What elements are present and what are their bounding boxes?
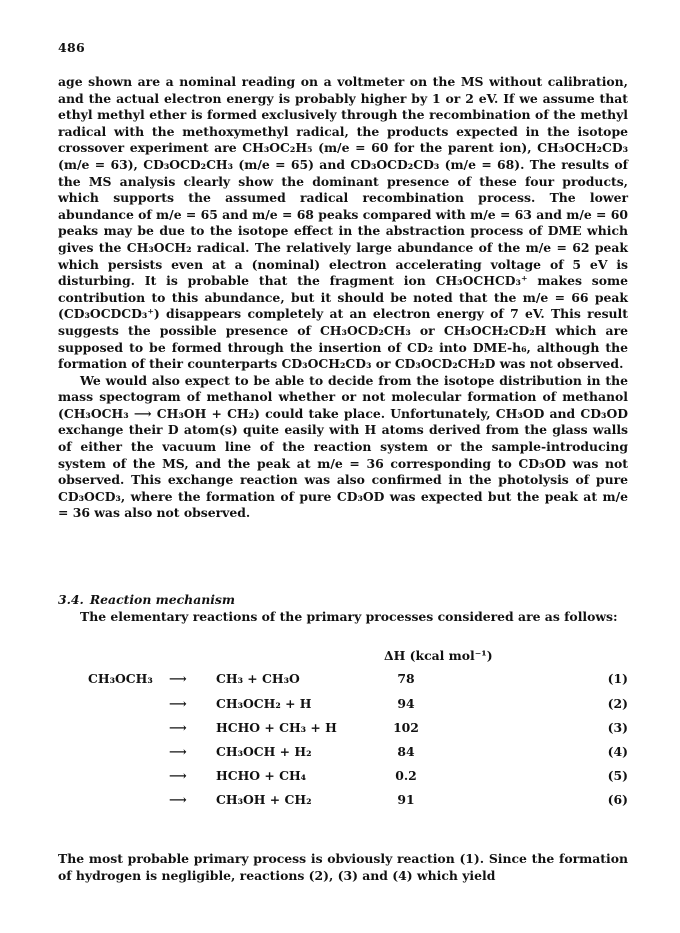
reaction-row	[58, 696, 628, 716]
enthalpy-value: 84	[397, 744, 415, 759]
products: HCHO + CH₄	[216, 768, 307, 783]
paragraph-elementary-reactions-text: The elementary reactions of the primary processes considered are as follows:	[80, 609, 618, 624]
equation-number: (2)	[607, 696, 628, 711]
paragraph-primary-process	[58, 851, 628, 884]
reactant: CH₃OCH₃	[88, 671, 153, 686]
reaction-row	[58, 768, 628, 788]
paragraph-elementary-reactions	[58, 609, 628, 626]
enthalpy-value: 94	[397, 696, 415, 711]
reaction-arrow: ⟶	[169, 768, 187, 783]
section-number: 3.4.	[58, 592, 84, 607]
equation-number: (3)	[607, 720, 628, 735]
products: HCHO + CH₃ + H	[216, 720, 337, 735]
reaction-arrow: ⟶	[169, 720, 187, 735]
paragraph-primary-process-text: The most probable primary process is obviously reaction (1). Since the formation of hydrogen is negligible, reactions (2), (3) and (4) which yield	[58, 851, 628, 883]
products: CH₃OH + CH₂	[216, 792, 312, 807]
page-number: 486	[58, 40, 85, 55]
section-heading	[58, 592, 628, 609]
products: CH₃ + CH₃O	[216, 671, 300, 686]
reaction-arrow: ⟶	[169, 744, 187, 759]
reaction-arrow: ⟶	[169, 792, 187, 807]
reaction-arrow: ⟶	[169, 671, 187, 686]
products: CH₃OCH₂ + H	[216, 696, 312, 711]
equation-number: (4)	[607, 744, 628, 759]
paragraph-isotope-crossover: age shown are a nominal reading on a voltmeter on the MS without calibration, and the actual electron energy is probably higher by 1 or 2 eV. If we assume that ethyl methyl ether is formed exclusively through the recombination of the methyl radical with the methoxymethyl radical, the products expected in the isotope crossover experiment are CH₃OC₂H₅ (m/e = 60 for the parent ion), CH₃OCH₂CD₃ (m/e = 63), CD₃OCD₂CH₃ (m/e = 65) and CD₃OCD₂CD₃ (m/e = 68). The results of the MS analysis clearly show the dominant presence of these four products, which supports the assumed radical recombination process. The lower abundance of m/e = 65 and m/e = 68 peaks compared with m/e = 63 and m/e = 60 peaks may be due to the isotope effect in the abstraction process of DME which gives the CH₃OCH₂ radical. The relatively large abundance of the m/e = 62 peak which persists even at a (nominal) electron accelerating voltage of 5 eV is disturbing. It is probable that the fragment ion CH₃OCHCD₃⁺ makes some contribution to this abundance, but it should be noted that the m/e = 66 peak (CD₃OCDCD₃⁺) disappears completely at an electron energy of 7 eV. This result suggests the possible presence of CH₃OCD₂CH₃ or CH₃OCH₂CD₂H which are supposed to be formed through the insertion of CD₂ into DME-h₆, although the formation of their counterparts CD₃OCH₂CD₃ or CD₃OCD₂CH₂D was not observed.	[58, 74, 628, 372]
reaction-row	[58, 744, 628, 764]
paragraph-methanol-formation: We would also expect to be able to decide from the isotope distribution in the mass spectogram of methanol whether or not molecular formation of methanol (CH₃OCH₃ ⟶ CH₃OH + CH₂) could take place. Unfortunately, CH₃OD and CD₃OD exchange their D atom(s) quite easily with H atoms derived from the glass walls of either the vacuum line of the reaction system or the sample-introducing system of the MS, and the peak at m/e = 36 corresponding to CD₃OD was not observed. This exchange reaction was also confirmed in the photolysis of pure CD₃OCD₃, where the formation of pure CD₃OD was expected but the peak at m/e = 36 was also not observed.	[58, 372, 628, 521]
reaction-row	[58, 720, 628, 740]
results-text	[58, 74, 628, 522]
enthalpy-value: 102	[393, 720, 419, 735]
section-title: Reaction mechanism	[89, 592, 236, 607]
products: CH₃OCH + H₂	[216, 744, 312, 759]
enthalpy-value: 0.2	[395, 768, 417, 783]
enthalpy-header: ΔH (kcal mol⁻¹)	[384, 648, 493, 663]
enthalpy-value: 91	[397, 792, 415, 807]
equation-number: (5)	[607, 768, 628, 783]
equation-number: (1)	[607, 671, 628, 686]
reaction-arrow: ⟶	[169, 696, 187, 711]
reaction-row	[58, 671, 628, 691]
reaction-row	[58, 792, 628, 812]
enthalpy-value: 78	[397, 671, 415, 686]
equation-number: (6)	[607, 792, 628, 807]
